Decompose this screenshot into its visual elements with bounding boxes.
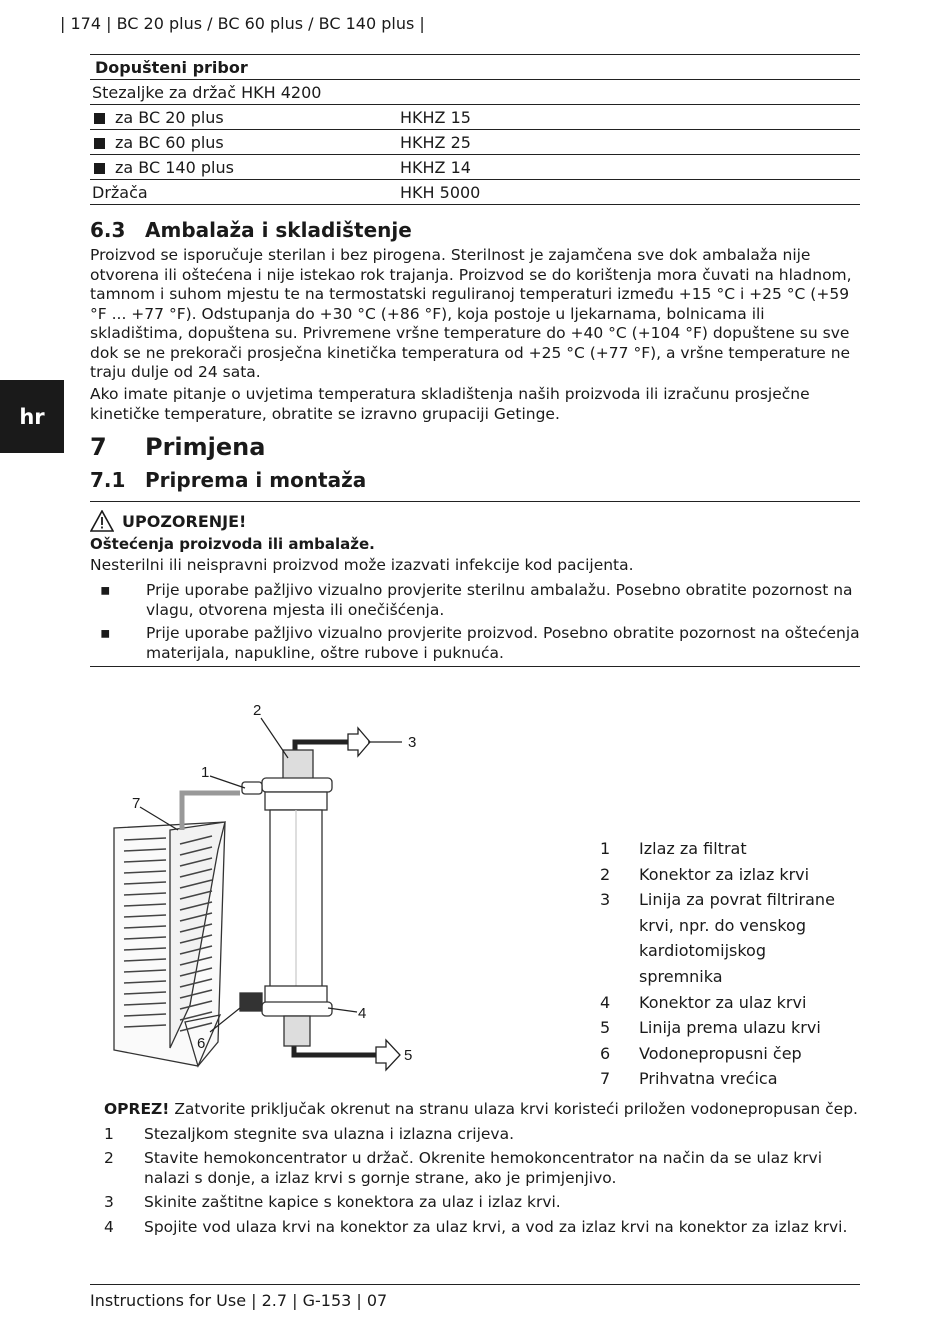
table-row xyxy=(90,80,860,105)
language-tab: hr xyxy=(0,380,64,453)
table-cell-code: HKHZ 25 xyxy=(398,130,860,155)
caution-label: OPREZ! xyxy=(104,1100,170,1118)
table-row xyxy=(90,130,860,155)
step-item: 2 Stavite hemokoncentrator u držač. Okrenite hemokoncentrator na način da se ulaz krvi nalazi s donje, a izlaz krvi s gornje strane, ako je primjenjivo. xyxy=(104,1149,823,1187)
storage-contact-paragraph: Ako imate pitanje o uvjetima temperatura skladištenja naših proizvoda ili izračunu prosječne kinetičke temperature, obratite se izravno grupaciji Getinge. xyxy=(90,385,810,423)
callout-label: 3 xyxy=(408,734,417,751)
table-cell-name: Držača xyxy=(90,180,398,205)
callout-label: 2 xyxy=(253,702,262,719)
bullet-dot-icon: ▪ xyxy=(100,581,111,599)
warning-subtitle: Oštećenja proizvoda ili ambalaže. xyxy=(90,535,375,553)
table-cell-code: HKHZ 14 xyxy=(398,155,860,180)
table-cell-name: za BC 60 plus xyxy=(115,132,224,152)
legend-item: 4 Konektor za ulaz krvi xyxy=(600,992,807,1012)
footer-divider xyxy=(90,1284,860,1285)
page-header: | 174 | BC 20 plus / BC 60 plus / BC 140 plus | xyxy=(60,14,425,33)
warning-title: UPOZORENJE! xyxy=(90,510,246,532)
section-heading-6-3: 6.3 Ambalaža i skladištenje xyxy=(90,218,412,242)
table-title: Dopušteni pribor xyxy=(90,55,860,80)
callout-label: 4 xyxy=(358,1005,367,1022)
warning-triangle-icon xyxy=(90,510,114,532)
bullet-dot-icon: ▪ xyxy=(100,624,111,642)
step-item: 3 Skinite zaštitne kapice s konektora za ulaz i izlaz krvi. xyxy=(104,1193,561,1211)
table-header-row xyxy=(90,55,860,80)
table-cell-name: za BC 20 plus xyxy=(115,107,224,127)
divider xyxy=(90,666,860,667)
table-cell-name: za BC 140 plus xyxy=(115,157,234,177)
legend-item: 1 Izlaz za filtrat xyxy=(600,839,747,858)
legend-item: 3 Linija za povrat filtrirane krvi, npr. do venskog kardiotomijskog spremnika xyxy=(600,890,835,986)
instruction-list xyxy=(104,1100,860,1242)
chapter-heading-7: 7 Primjena xyxy=(90,433,266,461)
square-bullet-icon xyxy=(94,113,105,124)
square-bullet-icon xyxy=(94,138,105,149)
square-bullet-icon xyxy=(94,163,105,174)
table-cell-code: HKH 5000 xyxy=(398,180,860,205)
page-footer: Instructions for Use | 2.7 | G-153 | 07 xyxy=(90,1291,388,1310)
callout-label: 7 xyxy=(132,795,141,812)
caution-note: OPREZ! Zatvorite priključak okrenut na stranu ulaza krvi koristeći priložen vodonepropusan čep. xyxy=(104,1100,858,1118)
storage-paragraph: Proizvod se isporučuje sterilan i bez pirogena. Sterilnost je zajamčena sve dok ambalaža nije otvorena ili oštećena i nije istekao rok trajanja. Proizvod se do korištenja mora čuvati na hladnom, tamnom i suhom mjestu te na termostatski reguliranoj temperaturi između +15 °C i +25 °C (+59 °F ... +77 °F). Odstupanja do +30 °C (+86 °F), koja postoje u ljekarnama, bolnicama ili skladištima, dopuštena su. Privremene vršne temperature do +40 °C (+104 °F) dopuštene su sve dok se ne prekorači prosječna kinetička temperatura od +25 °C (+77 °F), a vršne temperature ne traju dulje od 24 sata. xyxy=(90,246,852,381)
legend-item: 6 Vodonepropusni čep xyxy=(600,1043,802,1063)
step-item: 4 Spojite vod ulaza krvi na konektor za ulaz krvi, a vod za izlaz krvi na konektor za izlaz krvi. xyxy=(104,1217,848,1236)
hemoconcentrator-figure xyxy=(100,690,440,1090)
table-cell-name: Stezaljke za držač HKH 4200 xyxy=(90,80,398,105)
step-item: 1 Stezaljkom stegnite sva ulazna i izlazna crijeva. xyxy=(104,1124,515,1143)
legend-item: 5 Linija prema ulazu krvi xyxy=(600,1018,821,1038)
warning-bullet: ▪ Prije uporabe pažljivo vizualno provjerite proizvod. Posebno obratite pozornost na oštećenja materijala, napukline, oštre rubove i puknuća. xyxy=(100,624,860,662)
divider xyxy=(90,501,860,502)
legend-item: 7 Prihvatna vrećica xyxy=(600,1069,778,1089)
warning-bullet: ▪ Prije uporabe pažljivo vizualno provjerite sterilnu ambalažu. Posebno obratite pozornost na vlagu, otvorena mjesta ili onečišćenja. xyxy=(100,581,853,619)
figure-legend xyxy=(600,836,860,1092)
cartridge xyxy=(240,750,332,1046)
table-row xyxy=(90,105,860,130)
section-heading-7-1: 7.1 Priprema i montaža xyxy=(90,468,367,492)
table-cell-code xyxy=(398,80,860,105)
callout-label: 1 xyxy=(201,764,210,781)
table-row xyxy=(90,155,860,180)
accessories-table xyxy=(90,54,860,205)
legend-item: 2 Konektor za izlaz krvi xyxy=(600,864,810,884)
table-cell-code: HKHZ 15 xyxy=(398,105,860,130)
callout-label: 5 xyxy=(404,1047,413,1064)
warning-text: Nesterilni ili neispravni proizvod može izazvati infekcije kod pacijenta. xyxy=(90,556,634,574)
table-row xyxy=(90,180,860,205)
callout-label: 6 xyxy=(197,1035,206,1052)
